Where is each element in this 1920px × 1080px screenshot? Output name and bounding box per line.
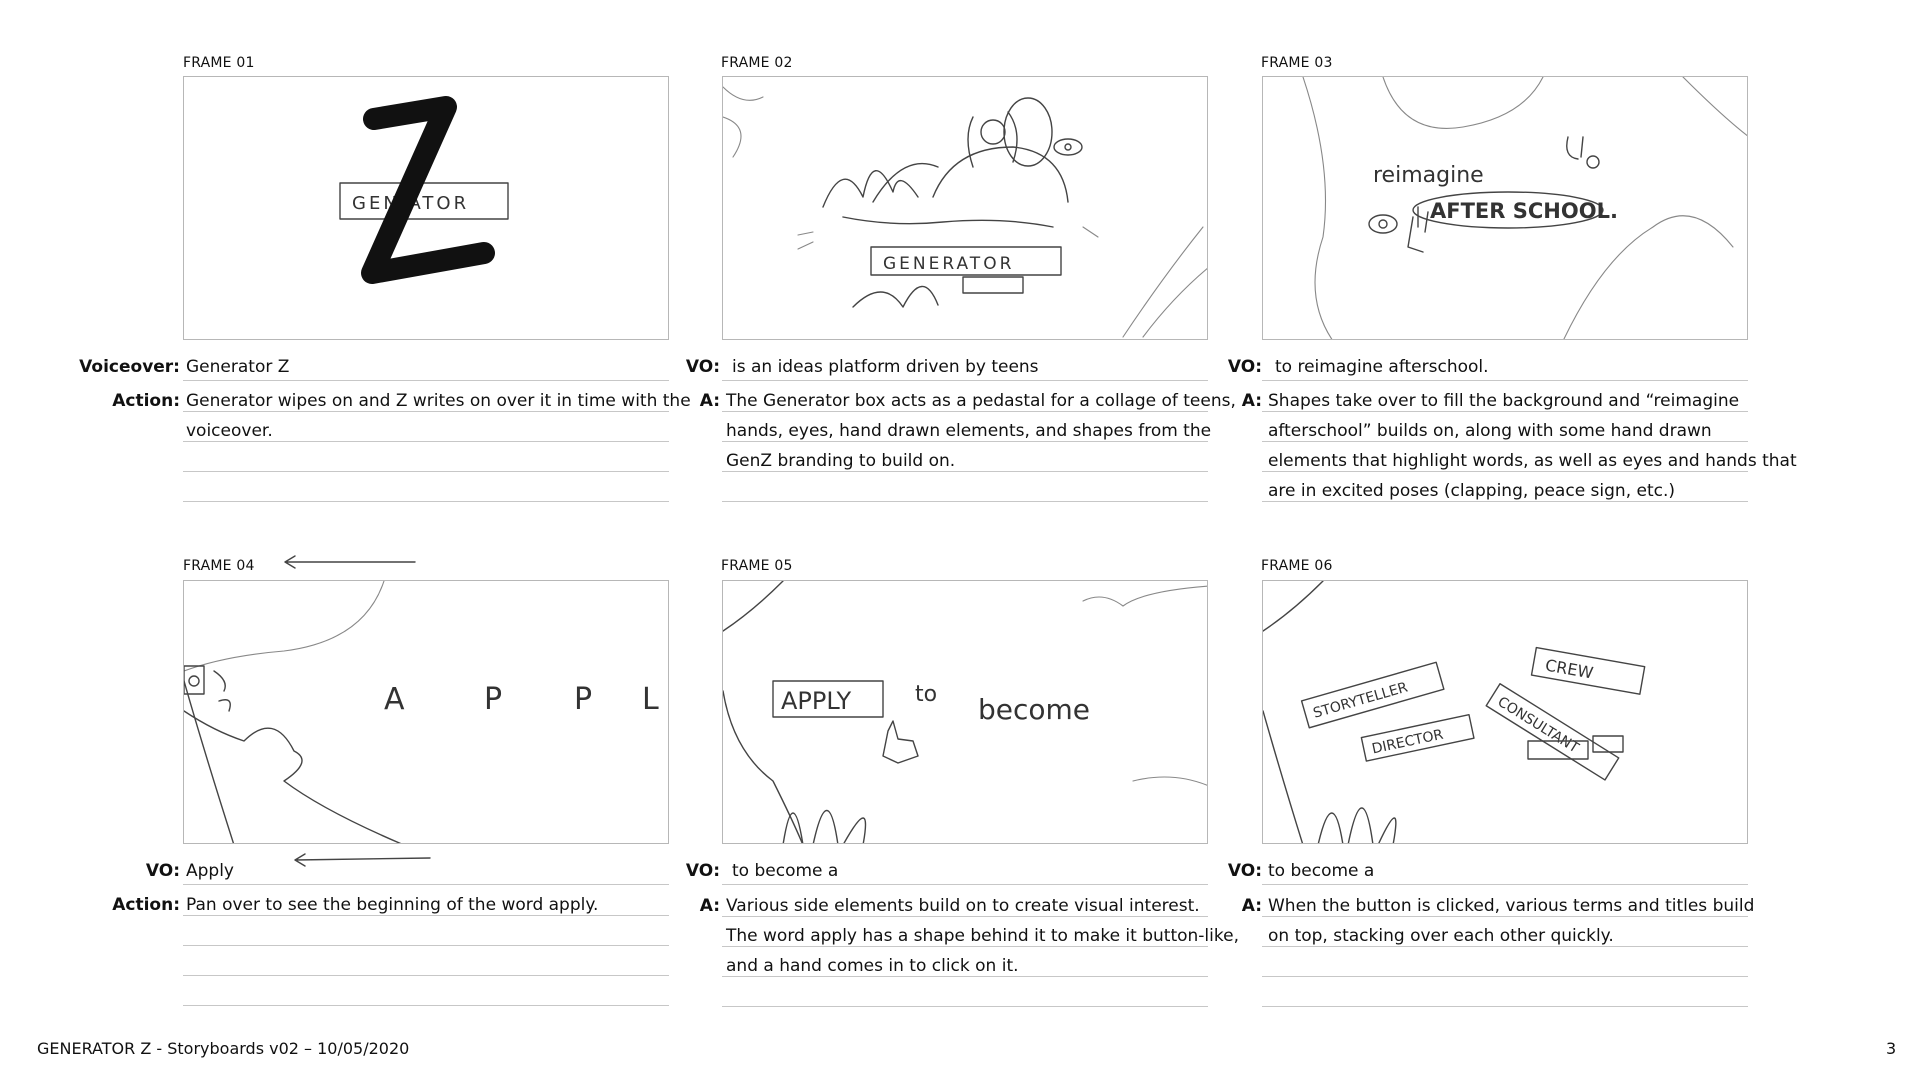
sketch-caption: DIRECTOR [1370,726,1445,758]
sketch-generator-z [184,77,669,340]
frame-label: FRAME 06 [1261,558,1333,574]
action-line: The Generator box acts as a pedastal for a collage of teens, [726,391,1236,411]
document-footer-title: GENERATOR Z - Storyboards v02 – 10/05/2020 [37,1039,410,1058]
vo-text: Generator Z [186,357,290,377]
action-label: Action: [112,391,180,411]
action-line: Generator wipes on and Z writes on over it in time with the [186,391,691,411]
frame-label: FRAME 03 [1261,55,1333,71]
sketch-letter: A [384,682,405,717]
vo-label: VO: [685,357,720,377]
frame-label: FRAME 05 [721,558,793,574]
action-line: and a hand comes in to click on it. [726,956,1019,976]
action-line: Shapes take over to fill the background and “reimagine [1268,391,1740,411]
frame-label: FRAME 04 [183,558,255,574]
frame-sketch [1262,76,1748,340]
sketch-caption: to [915,682,938,707]
sketch-caption: GEN ATOR [352,193,470,214]
vo-text: Apply [186,861,234,881]
vo-text: to become a [1268,861,1375,881]
sketch-caption: STORYTELLER [1311,679,1410,722]
sketch-letter: P [574,682,593,717]
sketch-caption: CONSULTANT [1494,693,1582,757]
vo-text: to become a [732,861,839,881]
page-number: 3 [1886,1039,1897,1058]
action-label: Action: [112,895,180,915]
action-label: A: [699,896,720,916]
action-line: elements that highlight words, as well as eyes and hands that [1268,451,1797,471]
vo-label: VO: [685,861,720,881]
action-line: voiceover. [186,421,273,441]
vo-text: is an ideas platform driven by teens [732,357,1039,377]
frame-sketch [722,76,1208,340]
sketch-caption: reimagine [1373,163,1484,188]
action-line: on top, stacking over each other quickly. [1268,926,1614,946]
sketch-apply-pan [184,581,669,844]
sketch-caption: AFTER SCHOOL. [1430,199,1618,223]
vo-label: VO: [1227,861,1262,881]
sketch-letter: L [642,682,659,717]
action-line: When the button is clicked, various terms and titles build [1268,896,1755,916]
frame-label: FRAME 01 [183,55,255,71]
frame-sketch [183,76,669,340]
frame-label: FRAME 02 [721,55,793,71]
action-label: A: [699,391,720,411]
sketch-apply-button [723,581,1208,844]
sketch-titles-stack [1263,581,1748,844]
action-label: A: [1241,391,1262,411]
action-line: The word apply has a shape behind it to make it button-like, [726,926,1239,946]
arrow-left-icon [290,850,440,870]
arrow-left-icon [280,552,430,572]
sketch-collage [723,77,1208,340]
frame-sketch [722,580,1208,844]
sketch-caption: APPLY [781,687,852,715]
sketch-caption: become [978,693,1091,726]
sketch-reimagine [1263,77,1748,340]
frame-sketch [183,580,669,844]
action-line: Pan over to see the beginning of the word apply. [186,895,599,915]
vo-label: VO: [145,861,180,881]
action-line: afterschool” builds on, along with some hand drawn [1268,421,1712,441]
action-label: A: [1241,896,1262,916]
action-line: are in excited poses (clapping, peace sign, etc.) [1268,481,1676,501]
sketch-caption: GENERATOR [883,254,1015,274]
vo-text: to reimagine afterschool. [1275,357,1489,377]
action-line: hands, eyes, hand drawn elements, and shapes from the [726,421,1212,441]
frame-sketch [1262,580,1748,844]
action-line: Various side elements build on to create visual interest. [726,896,1200,916]
vo-label: Voiceover: [79,357,180,377]
sketch-letter: P [484,682,503,717]
action-line: GenZ branding to build on. [726,451,956,471]
vo-label: VO: [1227,357,1262,377]
sketch-caption: CREW [1543,655,1595,683]
